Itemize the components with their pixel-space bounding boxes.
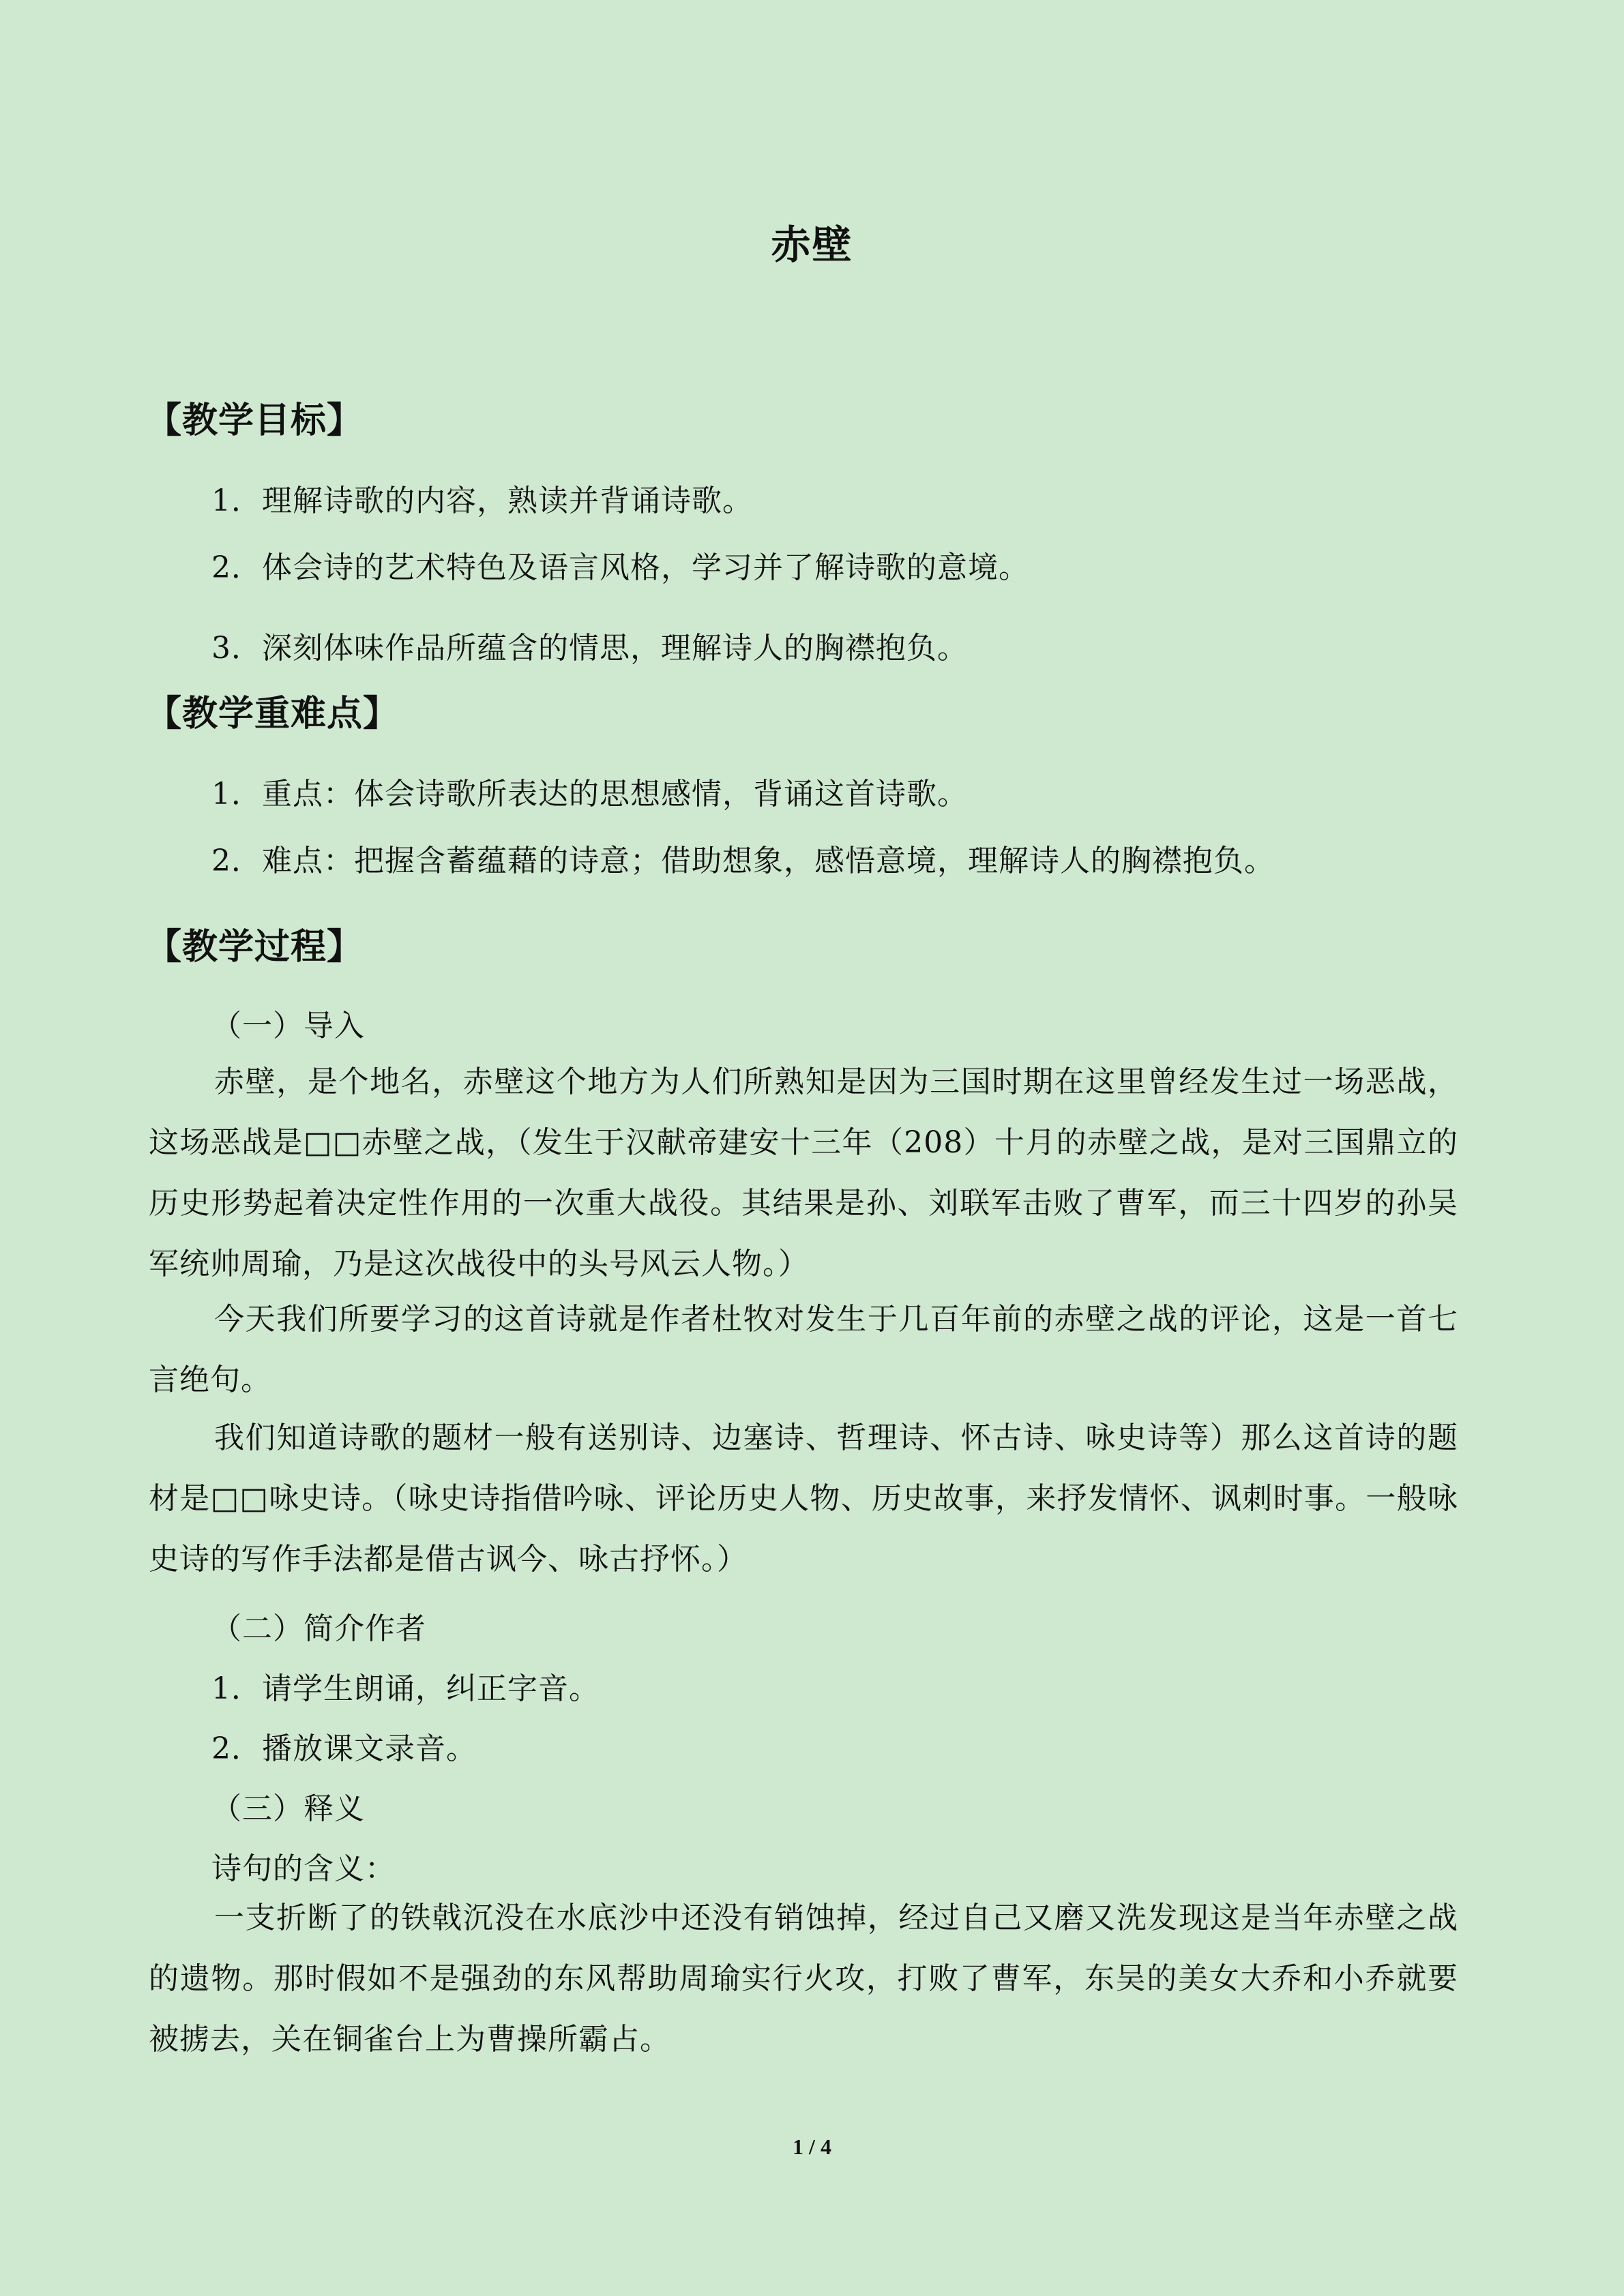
heading-keypoints: 【教学重难点】	[146, 694, 400, 734]
goal-item-1: 1．理解诗歌的内容，熟读并背诵诗歌。	[211, 483, 753, 518]
page-indicator: 1 / 4	[793, 2134, 831, 2159]
page-title: 赤壁	[771, 222, 853, 268]
paragraph-genre: 我们知道诗歌的题材一般有送别诗、边塞诗、哲理诗、怀古诗、咏史诗等）那么这首诗的题材是□□咏史诗。（咏史诗指借吟咏、评论历史人物、历史故事，来抒发情怀、讽刺时事。一般咏史诗的写作手法都是借古讽今、咏古抒怀。）	[149, 1420, 1458, 1577]
heading-goals: 【教学目标】	[146, 400, 364, 441]
keypoint-item-2: 2．难点：把握含蓄蕴藉的诗意；借助想象，感悟意境，理解诗人的胸襟抱负。	[211, 844, 1275, 878]
paragraph-meaning: 一支折断了的铁戟沉没在水底沙中还没有销蚀掉，经过自己又磨又洗发现这是当年赤壁之战的遗物。那时假如不是强劲的东风帮助周瑜实行火攻，打败了曹军，东吴的美女大乔和小乔就要被掳去，关在铜雀台上为曹操所霸占。	[149, 1900, 1458, 2057]
goal-item-2: 2．体会诗的艺术特色及语言风格，学习并了解诗歌的意境。	[211, 550, 1029, 585]
part2-item-1: 1．请学生朗诵，纠正字音。	[211, 1671, 600, 1706]
paragraph-intro: 赤壁，是个地名，赤壁这个地方为人们所熟知是因为三国时期在这里曾经发生过一场恶战，这场恶战是□□赤壁之战，（发生于汉献帝建安十三年（208）十月的赤壁之战，是对三国鼎立的历史形势起着决定性作用的一次重大战役。其结果是孙、刘联军击败了曹军，而三十四岁的孙吴军统帅周瑜，乃是这次战役中的头号风云人物。）	[149, 1064, 1458, 1281]
part1-title: （一）导入	[211, 1009, 365, 1043]
part3-subtitle: 诗句的含义：	[211, 1851, 396, 1886]
goal-item-3: 3．深刻体味作品所蕴含的情思，理解诗人的胸襟抱负。	[211, 631, 968, 666]
keypoint-item-1: 1．重点：体会诗歌所表达的思想感情，背诵这首诗歌。	[211, 777, 968, 811]
part3-title: （三）释义	[211, 1791, 365, 1826]
paragraph-lesson: 今天我们所要学习的这首诗就是作者杜牧对发生于几百年前的赤壁之战的评论，这是一首七言绝句。	[149, 1302, 1458, 1397]
part2-item-2: 2．播放课文录音。	[211, 1731, 477, 1766]
heading-process: 【教学过程】	[146, 927, 364, 968]
part2-title: （二）简介作者	[211, 1611, 426, 1646]
